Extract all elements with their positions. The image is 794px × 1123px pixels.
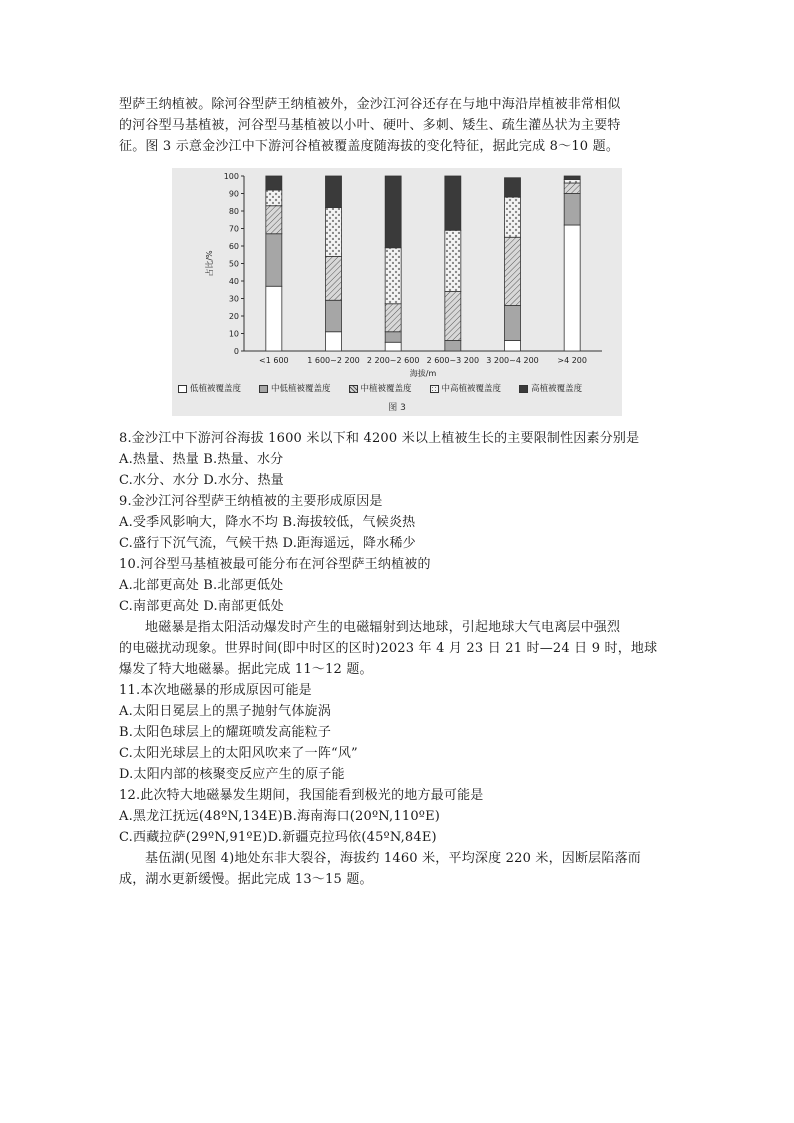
x-tick-label: 3 200~4 200 — [486, 356, 539, 365]
bar-segment — [326, 176, 342, 208]
x-axis-label: 海拔/m — [409, 369, 437, 378]
y-tick-label: 80 — [228, 207, 239, 216]
option-line: A.黑龙江抚远(48ºN,134E)B.海南海口(20ºN,110ºE) — [119, 809, 441, 824]
bar-segment — [564, 180, 580, 184]
y-axis-label: 占比/% — [205, 250, 214, 277]
bar-segment — [505, 197, 521, 237]
figure-caption: 图 3 — [388, 403, 406, 413]
legend-label: 中高植被覆盖度 — [441, 384, 502, 394]
bar-segment — [385, 176, 401, 248]
legend-item — [349, 381, 412, 397]
y-tick-label: 70 — [228, 224, 239, 234]
bar-segment — [385, 304, 401, 332]
y-tick-label: 20 — [228, 312, 239, 321]
bar-segment — [564, 225, 580, 351]
legend-swatch-icon — [178, 385, 187, 393]
bar-segment — [385, 332, 401, 343]
question-line: 9.金沙江河谷型萨王纳植被的主要形成原因是 — [119, 494, 383, 509]
storm-line: 地磁暴是指太阳活动爆发时产生的电磁辐射到达地球，引起地球大气电离层中强烈 — [145, 620, 621, 635]
legend-swatch-icon — [349, 385, 358, 393]
legend-swatch-icon — [519, 385, 528, 393]
legend-label: 低植被覆盖度 — [190, 384, 242, 394]
bar-segment — [326, 332, 342, 351]
bar-segment — [564, 176, 580, 180]
bar-segment — [326, 208, 342, 257]
questions-8-10 — [119, 428, 679, 617]
bar-segment — [385, 248, 401, 304]
bar-segment — [266, 176, 282, 190]
chart-legend — [178, 381, 618, 397]
question-line: 10.河谷型马基植被最可能分布在河谷型萨王纳植被的 — [119, 557, 431, 572]
option-line: C.盛行下沉气流，气候干热 D.距海遥远，降水稀少 — [119, 536, 416, 551]
option-line: D.太阳内部的核聚变反应产生的原子能 — [119, 767, 345, 782]
x-tick-label: 2 600~3 200 — [426, 356, 480, 365]
bar-segment — [266, 234, 282, 287]
storm-paragraph — [119, 617, 679, 680]
bar-segment — [266, 286, 282, 351]
x-tick-label: <1 600 — [259, 356, 289, 365]
intro-line: 征。图 3 示意金沙江中下游河谷植被覆盖度随海拔的变化特征，据此完成 8～10 题。 — [119, 139, 620, 154]
bar-segment — [326, 257, 342, 301]
bar-segment — [266, 206, 282, 234]
bar-segment — [445, 341, 461, 352]
lake-line: 成，湖水更新缓慢。据此完成 13～15 题。 — [119, 872, 373, 887]
option-line: B.太阳色球层上的耀斑喷发高能粒子 — [119, 725, 332, 740]
bar-segment — [564, 194, 580, 226]
option-line: C.南部更高处 D.南部更低处 — [119, 599, 284, 614]
legend-swatch-icon — [259, 385, 268, 393]
legend-label: 高植被覆盖度 — [531, 384, 583, 394]
x-tick-label: 1 600~2 200 — [307, 356, 360, 365]
question-line: 11.本次地磁暴的形成原因可能是 — [119, 683, 312, 698]
question-line: 12.此次特大地磁暴发生期间，我国能看到极光的地方最可能是 — [119, 788, 484, 803]
intro-line: 型萨王纳植被。除河谷型萨王纳植被外，金沙江河谷还存在与地中海沿岸植被非常相似 — [119, 97, 621, 112]
bar-segment — [505, 306, 521, 341]
y-tick-label: 40 — [228, 277, 239, 286]
questions-11-12 — [119, 680, 679, 848]
bar-segment — [266, 190, 282, 206]
bar-segment — [445, 230, 461, 291]
bar-segment — [385, 342, 401, 351]
legend-label: 中低植被覆盖度 — [271, 384, 331, 394]
storm-line: 爆发了特大地磁暴。据此完成 11～12 题。 — [119, 662, 373, 677]
legend-item — [178, 381, 241, 397]
question-line: 8.金沙江中下游河谷海拔 1600 米以下和 4200 米以上植被生长的主要限制性因素分别是 — [119, 431, 640, 446]
bar-segment — [505, 341, 521, 352]
legend-item — [519, 381, 582, 397]
bar-segment — [326, 300, 342, 332]
x-tick-label: 2 200~2 600 — [366, 356, 420, 365]
option-line: A.受季风影响大，降水不均 B.海拔较低，气候炎热 — [119, 515, 416, 530]
bar-segment — [505, 178, 521, 197]
legend-item — [259, 381, 331, 397]
figure-3 — [172, 168, 622, 416]
y-tick-label: 0 — [233, 347, 239, 356]
y-tick-label: 90 — [228, 189, 239, 199]
bar-segment — [445, 292, 461, 341]
x-tick-label: >4 200 — [557, 356, 587, 365]
bar-segment — [564, 183, 580, 194]
bar-segment — [445, 176, 461, 230]
lake-line: 基伍湖(见图 4)地处东非大裂谷，海拔约 1460 米，平均深度 220 米，因断层陷落而 — [145, 851, 641, 866]
option-line: C.西藏拉萨(29ºN,91ºE)D.新疆克拉玛依(45ºN,84E) — [119, 830, 437, 845]
y-tick-label: 60 — [228, 242, 239, 251]
bar-segment — [505, 237, 521, 305]
stacked-bar-chart — [172, 168, 622, 380]
intro-line: 的河谷型马基植被，河谷型马基植被以小叶、硬叶、多刺、矮生、疏生灌丛状为主要特 — [119, 118, 621, 133]
y-tick-label: 10 — [228, 329, 239, 339]
y-tick-label: 50 — [228, 259, 239, 269]
lake-paragraph — [119, 848, 679, 890]
option-line: C.水分、水分 D.水分、热量 — [119, 473, 284, 488]
y-tick-label: 100 — [223, 172, 239, 181]
y-tick-label: 30 — [228, 294, 239, 304]
legend-item — [430, 381, 502, 397]
option-line: A.北部更高处 B.北部更低处 — [119, 578, 284, 593]
legend-swatch-icon — [430, 385, 439, 393]
option-line: A.太阳日冕层上的黑子抛射气体旋涡 — [119, 704, 331, 719]
option-line: A.热量、热量 B.热量、水分 — [119, 452, 284, 467]
option-line: C.太阳光球层上的太阳风吹来了一阵“风” — [119, 746, 358, 761]
storm-line: 的电磁扰动现象。世界时间(即中时区的区时)2023 年 4 月 23 日 21 时—24 日 9 时，地球 — [119, 641, 658, 656]
intro-paragraph — [119, 94, 679, 157]
legend-label: 中植被覆盖度 — [360, 384, 412, 394]
